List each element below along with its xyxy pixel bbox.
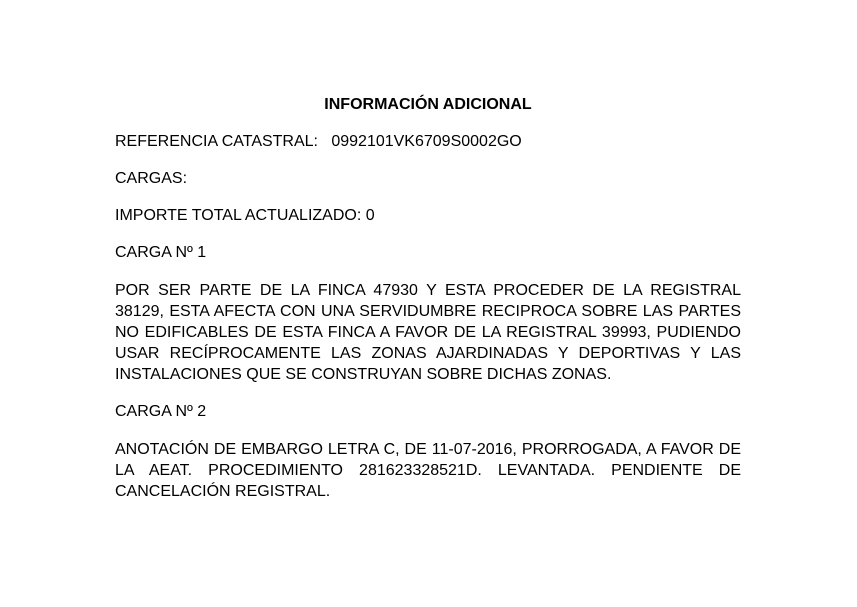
carga-1-heading: CARGA Nº 1 <box>115 244 207 261</box>
referencia-catastral-label: REFERENCIA CATASTRAL: <box>115 133 318 150</box>
carga-2-heading: CARGA Nº 2 <box>115 403 207 420</box>
carga-2-text: ANOTACIÓN DE EMBARGO LETRA C, DE 11-07-2016, PRORROGADA, A FAVOR DE LA AEAT. PROCEDIMIENTO 281623328521D. LEVANTADA. PENDIENTE DE CANCELACIÓN REGISTRAL. <box>115 441 741 500</box>
document-title: INFORMACIÓN ADICIONAL <box>324 96 532 113</box>
referencia-catastral-line <box>115 132 741 152</box>
carga-1-text: POR SER PARTE DE LA FINCA 47930 Y ESTA PROCEDER DE LA REGISTRAL 38129, ESTA AFECTA CON UNA SERVIDUMBRE RECIPROCA SOBRE LAS PARTES NO EDIFICABLES DE ESTA FINCA A FAVOR DE LA REGISTRAL 39993, PUDIENDO USAR RECÍPROCAMENTE LAS ZONAS AJARDINADAS Y DEPORTIVAS Y LAS INSTALACIONES QUE SE CONSTRUYAN SOBRE DICHAS ZONAS. <box>115 282 741 383</box>
cargas-label: CARGAS: <box>115 170 188 187</box>
importe-total-line: IMPORTE TOTAL ACTUALIZADO: 0 <box>115 207 375 224</box>
referencia-catastral-value: 0992101VK6709S0002GO <box>331 133 522 150</box>
document-content <box>115 95 741 519</box>
